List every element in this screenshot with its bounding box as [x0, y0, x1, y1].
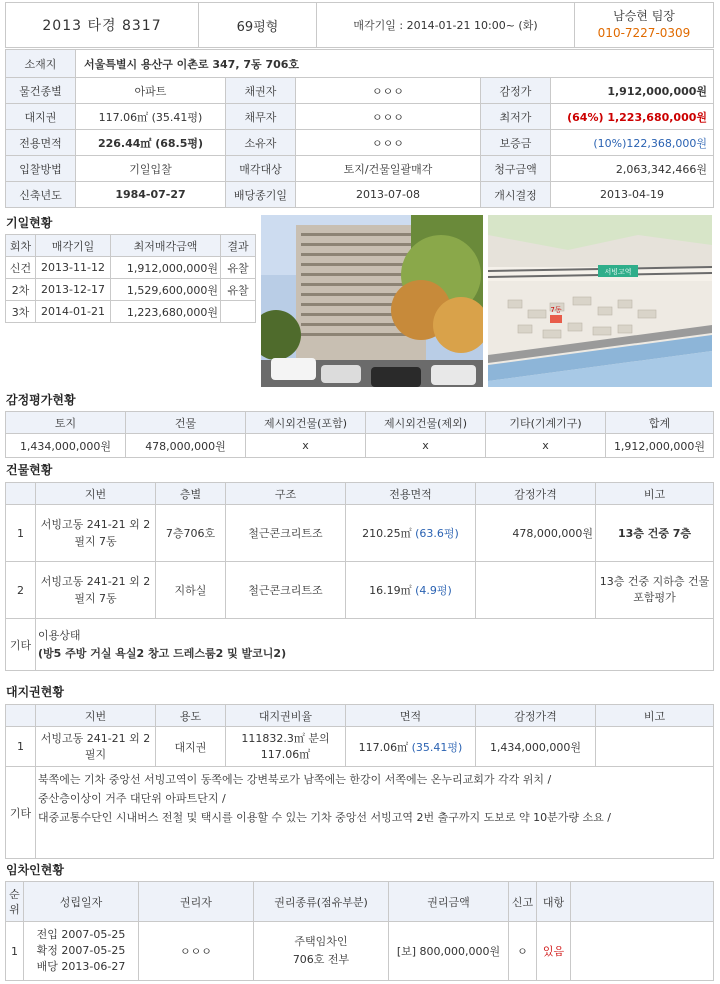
row-number: 2 [6, 562, 36, 619]
info-value: 117.06㎡ (35.41평) [76, 104, 226, 130]
floor: 지하실 [156, 562, 226, 619]
info-label: 감정가 [481, 78, 551, 104]
auction-history-table [5, 234, 256, 323]
use: 대지권 [156, 727, 226, 767]
manager-phone[interactable]: 010-7227-0309 [597, 26, 691, 40]
column-header [6, 705, 36, 727]
info-label: 최저가 [481, 104, 551, 130]
property-info-table [5, 49, 714, 208]
appraisal-price: 1,912,000,000원 [551, 78, 714, 104]
info-value: ㅇㅇㅇ [296, 78, 481, 104]
table-row [6, 434, 714, 458]
column-header: 순위 [6, 882, 24, 922]
address-label: 소재지 [6, 50, 76, 78]
area-pyeong: (4.9평) [415, 584, 452, 597]
column-header: 합계 [606, 412, 714, 434]
table-row [6, 257, 256, 279]
area-sqm: 210.25㎡ [362, 527, 412, 540]
info-row [6, 78, 714, 104]
info-row [6, 182, 714, 208]
column-header: 신고 [509, 882, 537, 922]
deposit-value: (10%)122,368,000원 [551, 130, 714, 156]
column-header: 매각기일 [36, 235, 111, 257]
column-header: 지번 [36, 705, 156, 727]
header-table [5, 2, 714, 48]
manager-name: 남승현 팀장 [613, 9, 675, 23]
info-value: 아파트 [76, 78, 226, 104]
column-header: 층별 [156, 483, 226, 505]
size-label: 69평형 [199, 3, 317, 48]
appraisal-title: 감정평가현황 [6, 393, 76, 407]
info-row [6, 156, 714, 182]
structure: 철근콘크리트조 [226, 562, 346, 619]
table-row [6, 505, 714, 562]
etc-line: (방5 주방 거실 욕실2 창고 드레스룸2 및 발코니2) [38, 646, 287, 660]
result [221, 301, 256, 323]
right-type-line: 주택임차인 [294, 935, 348, 948]
report: ㅇ [509, 922, 537, 981]
column-header: 대지권비율 [226, 705, 346, 727]
column-header: 면적 [346, 705, 476, 727]
note: 13층 건중 7층 [596, 505, 714, 562]
building-value: 478,000,000원 [126, 434, 246, 458]
info-label: 채무자 [226, 104, 296, 130]
info-label: 신축년도 [6, 182, 76, 208]
info-label: 청구금액 [481, 156, 551, 182]
info-label: 개시결정 [481, 182, 551, 208]
info-row [6, 130, 714, 156]
area [346, 727, 476, 767]
appraisal-table [5, 411, 714, 458]
column-header: 감정가격 [476, 483, 596, 505]
table-row [6, 279, 256, 301]
info-value: 1984-07-27 [76, 182, 226, 208]
note: 13층 건중 지하층 건물포함평가 [596, 562, 714, 619]
column-header: 권리종류(점유부분) [254, 882, 389, 922]
building-photo[interactable] [261, 215, 483, 387]
lot-number: 서빙고동 241-21 외 2필지 7동 [36, 505, 156, 562]
column-header: 기타(기계기구) [486, 412, 606, 434]
column-header: 제시외건물(포함) [246, 412, 366, 434]
info-label: 보증금 [481, 130, 551, 156]
etc-label: 기타 [6, 767, 36, 859]
row-number: 1 [6, 505, 36, 562]
price: 1,434,000,000원 [476, 727, 596, 767]
result: 유찰 [221, 279, 256, 301]
column-header: 권리금액 [389, 882, 509, 922]
round: 신건 [6, 257, 36, 279]
auction-history-title: 기일현황 [6, 216, 53, 230]
info-value: 2013-04-19 [551, 182, 714, 208]
lot-number: 서빙고동 241-21 외 2필지 [36, 727, 156, 767]
price [476, 562, 596, 619]
area [346, 505, 476, 562]
minimum-price: (64%) 1,223,680,000원 [551, 104, 714, 130]
round: 3차 [6, 301, 36, 323]
location-map[interactable] [488, 215, 712, 387]
column-header: 회차 [6, 235, 36, 257]
ratio: 111832.3㎡ 분의 117.06㎡ [226, 727, 346, 767]
min-price: 1,529,600,000원 [111, 279, 221, 301]
info-label: 매각대상 [226, 156, 296, 182]
info-label: 대지권 [6, 104, 76, 130]
column-header: 감정가격 [476, 705, 596, 727]
lot-number: 서빙고동 241-21 외 2필지 7동 [36, 562, 156, 619]
info-value: 2013-07-08 [296, 182, 481, 208]
column-header: 권리자 [139, 882, 254, 922]
building-title: 건물현황 [6, 463, 53, 477]
column-header: 비고 [596, 483, 714, 505]
info-label: 배당종기일 [226, 182, 296, 208]
dividend-date: 배당 2013-06-27 [36, 960, 126, 973]
move-in-date: 전입 2007-05-25 [36, 928, 126, 941]
table-row [6, 767, 714, 859]
date: 2013-12-17 [36, 279, 111, 301]
extra-excl-value: x [366, 434, 486, 458]
column-header: 전용면적 [346, 483, 476, 505]
manager-contact [575, 3, 714, 48]
column-header: 건물 [126, 412, 246, 434]
column-header: 결과 [221, 235, 256, 257]
min-price: 1,912,000,000원 [111, 257, 221, 279]
area-pyeong: (63.6평) [415, 527, 459, 540]
column-header: 대항 [537, 882, 571, 922]
holder: ㅇㅇㅇ [139, 922, 254, 981]
machinery-value: x [486, 434, 606, 458]
structure: 철근콘크리트조 [226, 505, 346, 562]
table-row [6, 619, 714, 671]
land-value: 1,434,000,000원 [6, 434, 126, 458]
tenant-title: 임차인현황 [6, 863, 64, 877]
extra-incl-value: x [246, 434, 366, 458]
column-header: 지번 [36, 483, 156, 505]
table-row [6, 922, 714, 981]
info-value: 토지/건물일괄매각 [296, 156, 481, 182]
info-value: ㅇㅇㅇ [296, 104, 481, 130]
table-row [6, 562, 714, 619]
info-value: 기일입찰 [76, 156, 226, 182]
info-label: 소유자 [226, 130, 296, 156]
blank-cell [571, 922, 714, 981]
note [596, 727, 714, 767]
info-row [6, 104, 714, 130]
info-value: ㅇㅇㅇ [296, 130, 481, 156]
date: 2013-11-12 [36, 257, 111, 279]
tenant-table [5, 881, 714, 981]
confirm-date: 확정 2007-05-25 [36, 944, 126, 957]
etc-label: 기타 [6, 619, 36, 671]
etc-content [36, 767, 714, 859]
etc-line: 북쪽에는 기차 중앙선 서빙고역이 동쪽에는 강변북로가 남쪽에는 한강이 서쪽에는 온누리교회가 각각 위치 / [38, 773, 552, 786]
etc-content [36, 619, 714, 671]
area [346, 562, 476, 619]
etc-line: 이용상태 [38, 628, 81, 642]
round: 2차 [6, 279, 36, 301]
price: 478,000,000원 [476, 505, 596, 562]
column-header-blank [571, 882, 714, 922]
etc-line: 중산층이상이 거주 대단위 아파트단지 / [38, 792, 226, 805]
amount: [보] 800,000,000원 [389, 922, 509, 981]
result: 유찰 [221, 257, 256, 279]
row-number: 1 [6, 727, 36, 767]
map-target-label: 7동 [550, 306, 562, 314]
column-header: 용도 [156, 705, 226, 727]
area-sqm: 117.06㎡ [358, 740, 409, 754]
info-label: 입찰방법 [6, 156, 76, 182]
row-number: 1 [6, 922, 24, 981]
info-label: 물건종별 [6, 78, 76, 104]
column-header: 구조 [226, 483, 346, 505]
floor: 7층706호 [156, 505, 226, 562]
date: 2014-01-21 [36, 301, 111, 323]
right-type-line: 706호 전부 [292, 953, 350, 966]
area-pyeong: (35.41평) [411, 740, 463, 754]
info-label: 채권자 [226, 78, 296, 104]
etc-line: 대중교통수단인 시내버스 전철 및 택시를 이용할 수 있는 기차 중앙선 서빙고역 2번 출구까지 도보로 약 10분가량 소요 / [38, 811, 611, 824]
column-header: 토지 [6, 412, 126, 434]
column-header [6, 483, 36, 505]
case-number: 2013 타경 8317 [6, 3, 199, 48]
min-price: 1,223,680,000원 [111, 301, 221, 323]
table-row [6, 727, 714, 767]
column-header: 제시외건물(제외) [366, 412, 486, 434]
column-header: 비고 [596, 705, 714, 727]
opposition: 있음 [537, 922, 571, 981]
right-type [254, 922, 389, 981]
building-table [5, 482, 714, 671]
dates [24, 922, 139, 981]
total-value: 1,912,000,000원 [606, 434, 714, 458]
info-value: 2,063,342,466원 [551, 156, 714, 182]
land-title: 대지권현황 [6, 685, 64, 699]
info-label: 전용면적 [6, 130, 76, 156]
area-sqm: 16.19㎡ [369, 584, 412, 597]
column-header: 성립일자 [24, 882, 139, 922]
map-station-label: 서빙고역 [604, 268, 632, 276]
address-value: 서울특별시 용산구 이촌로 347, 7동 706호 [76, 50, 714, 78]
sale-date: 매각기일 : 2014-01-21 10:00~ (화) [317, 3, 575, 48]
info-value: 226.44㎡ (68.5평) [76, 130, 226, 156]
table-row [6, 301, 256, 323]
column-header: 최저매각금액 [111, 235, 221, 257]
land-table [5, 704, 714, 859]
